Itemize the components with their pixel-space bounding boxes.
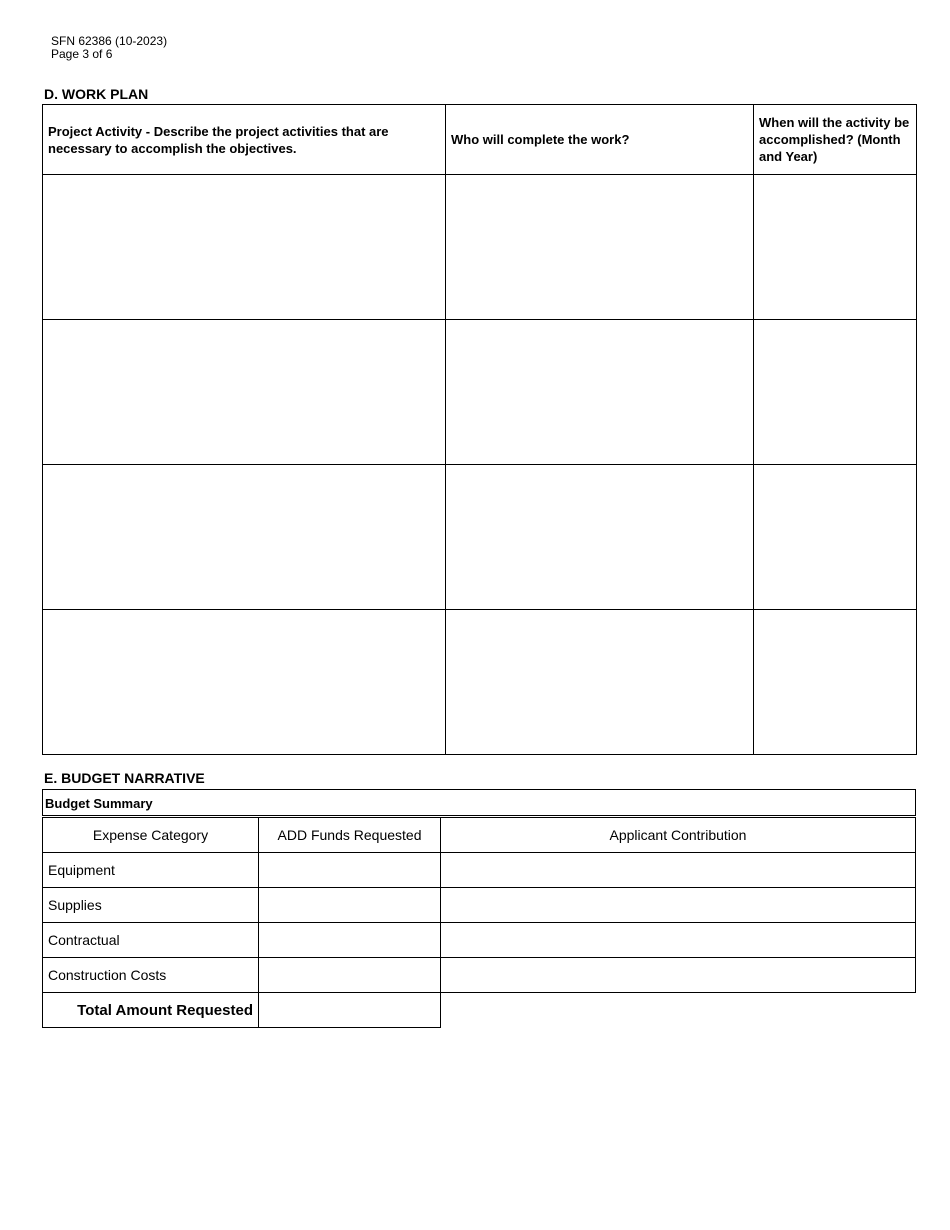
who-field-3[interactable]: [446, 465, 754, 610]
when-field-2[interactable]: [754, 320, 917, 465]
when-input-1[interactable]: [754, 175, 916, 319]
work-plan-row: [43, 175, 917, 320]
total-amount-label: Total Amount Requested: [43, 993, 259, 1028]
budget-summary-label: Budget Summary: [42, 789, 916, 816]
contribution-field-construction[interactable]: [441, 958, 916, 993]
budget-row: [43, 923, 916, 958]
project-activity-header: Project Activity - Describe the project activities that are necessary to accomplish the objectives.: [43, 105, 446, 175]
who-header: Who will complete the work?: [446, 105, 754, 175]
who-input-1[interactable]: [446, 175, 753, 319]
total-amount-field[interactable]: [259, 993, 441, 1028]
who-input-3[interactable]: [446, 465, 753, 609]
contribution-input-construction[interactable]: [441, 958, 915, 992]
when-field-4[interactable]: [754, 610, 917, 755]
expense-category-header: Expense Category: [43, 818, 259, 853]
add-funds-field-contractual[interactable]: [259, 923, 441, 958]
when-input-4[interactable]: [754, 610, 916, 754]
add-funds-input-construction[interactable]: [259, 958, 440, 992]
total-amount-input[interactable]: [259, 993, 440, 1027]
activity-field-3[interactable]: [43, 465, 446, 610]
add-funds-field-equipment[interactable]: [259, 853, 441, 888]
work-plan-row: [43, 465, 917, 610]
who-input-4[interactable]: [446, 610, 753, 754]
work-plan-row: [43, 610, 917, 755]
budget-row: [43, 888, 916, 923]
add-funds-field-construction[interactable]: [259, 958, 441, 993]
work-plan-table: [42, 104, 917, 755]
budget-row: [43, 853, 916, 888]
when-field-3[interactable]: [754, 465, 917, 610]
budget-table: [42, 817, 916, 1028]
add-funds-field-supplies[interactable]: [259, 888, 441, 923]
activity-field-2[interactable]: [43, 320, 446, 465]
who-field-2[interactable]: [446, 320, 754, 465]
who-field-4[interactable]: [446, 610, 754, 755]
add-funds-input-contractual[interactable]: [259, 923, 440, 957]
activity-input-1[interactable]: [43, 175, 445, 319]
contribution-input-supplies[interactable]: [441, 888, 915, 922]
when-field-1[interactable]: [754, 175, 917, 320]
budget-row: [43, 958, 916, 993]
add-funds-input-equipment[interactable]: [259, 853, 440, 887]
expense-label-construction: Construction Costs: [43, 958, 259, 993]
activity-input-3[interactable]: [43, 465, 445, 609]
contribution-input-contractual[interactable]: [441, 923, 915, 957]
contribution-field-supplies[interactable]: [441, 888, 916, 923]
applicant-contribution-header: Applicant Contribution: [441, 818, 916, 853]
activity-input-4[interactable]: [43, 610, 445, 754]
expense-label-equipment: Equipment: [43, 853, 259, 888]
add-funds-header: ADD Funds Requested: [259, 818, 441, 853]
work-plan-title: D. WORK PLAN: [44, 86, 149, 102]
who-input-2[interactable]: [446, 320, 753, 464]
when-input-3[interactable]: [754, 465, 916, 609]
activity-field-1[interactable]: [43, 175, 446, 320]
who-field-1[interactable]: [446, 175, 754, 320]
expense-label-supplies: Supplies: [43, 888, 259, 923]
when-input-2[interactable]: [754, 320, 916, 464]
work-plan-row: [43, 320, 917, 465]
budget-header-row: [43, 818, 916, 853]
expense-label-contractual: Contractual: [43, 923, 259, 958]
contribution-input-equipment[interactable]: [441, 853, 915, 887]
work-plan-header-row: [43, 105, 917, 175]
activity-input-2[interactable]: [43, 320, 445, 464]
contribution-field-contractual[interactable]: [441, 923, 916, 958]
form-header: [51, 35, 167, 61]
contribution-field-equipment[interactable]: [441, 853, 916, 888]
when-header: When will the activity be accomplished? (Month and Year): [754, 105, 917, 175]
page-number: Page 3 of 6: [51, 47, 113, 61]
activity-field-4[interactable]: [43, 610, 446, 755]
form-number: SFN 62386 (10-2023): [51, 34, 168, 48]
budget-narrative-title: E. BUDGET NARRATIVE: [44, 770, 205, 786]
budget-total-row: [43, 993, 916, 1028]
add-funds-input-supplies[interactable]: [259, 888, 440, 922]
total-row-spacer: [441, 993, 916, 1028]
